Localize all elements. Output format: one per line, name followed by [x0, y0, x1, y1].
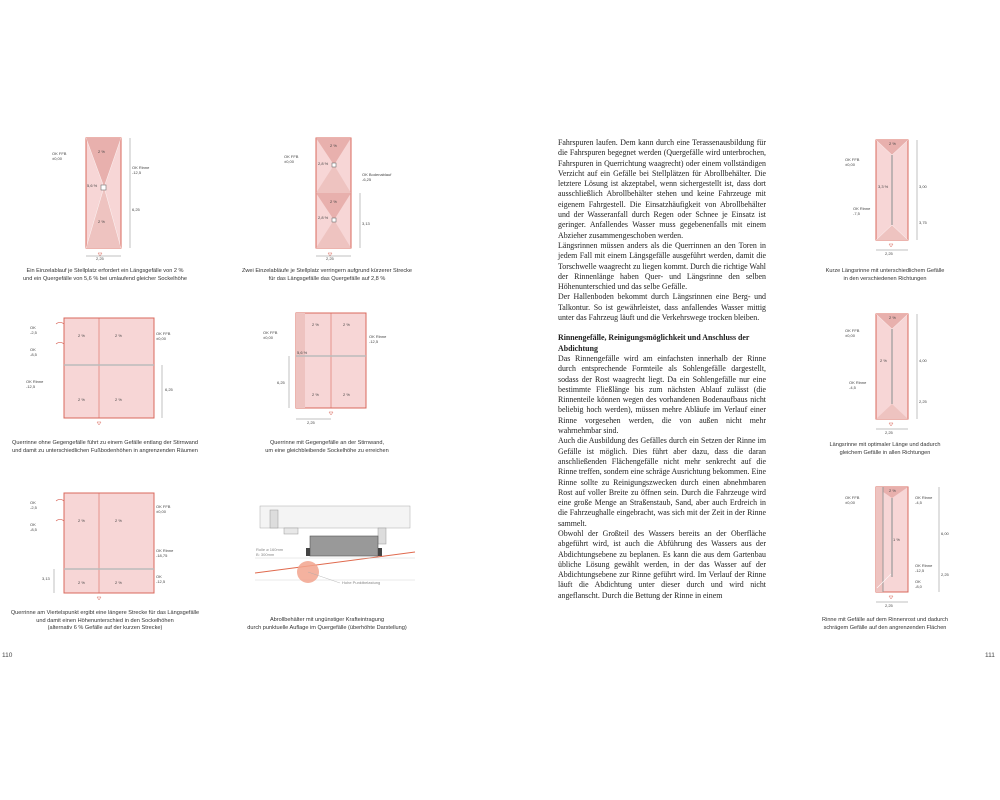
- slope-label: 2 %: [78, 333, 85, 338]
- figure-caption: Querrinne ohne Gegengefälle führt zu einem Gefälle entlang der Stirnwand und damit zu unterschiedlichen Fußbodenhöhen in angrenzenden Räumen: [12, 440, 198, 454]
- label-ok-rinne: OK Rinne -12,5: [26, 379, 44, 389]
- dimension-height: 3,00: [919, 184, 927, 189]
- slope-label: 5,6 %: [297, 350, 308, 355]
- slope-label: 1 %: [893, 537, 900, 542]
- dimension-width: 2,25: [307, 420, 315, 425]
- label-ok: OK -8,5: [30, 347, 37, 357]
- slope-label: 2 %: [343, 392, 350, 397]
- dimension-width: 2,25: [885, 430, 893, 435]
- label-ok-rinne: OK Rinne -12,5: [369, 334, 387, 344]
- label-ok-ffb: OK FFB ±0,00: [52, 151, 67, 161]
- label-ok-ffb: OK FFB ±0,00: [845, 495, 860, 505]
- slope-label: 5,6 %: [87, 183, 98, 188]
- slope-label: 2 %: [889, 141, 896, 146]
- dimension-width: 2,25: [885, 251, 893, 256]
- figure-caption: Querrinne am Viertelspunkt ergibt eine längere Strecke für das Längsgefälle und damit einen Höhenunterschied in den Sockelhöhen (alternativ 6 % Gefälle auf der kurzen Strecke): [10, 610, 200, 632]
- dimension-height: 6,00: [941, 531, 949, 536]
- body-text: [558, 138, 766, 601]
- page-number-left: 110: [2, 652, 13, 659]
- slope-label: 2 %: [115, 397, 122, 402]
- slope-label: 2,8 %: [318, 215, 329, 220]
- paragraph: Fahrspuren laufen. Dem kann durch eine Terassenausbildung für die Fahrspuren begegnet werden (Quergefälle wird unterbrochen, Fahrspuren in Querrichtung waagrecht) oder einem vollständigen Verzicht auf ein Gefälle bei Stellplätzen für Abrollbehälter. Die letztere Lösung ist akzeptabel, wenn sichergestellt ist, dass dort ausschließlich Abrollbehälter stehen und keine Fahrzeuge mit eigenem Fahrgestell. Die Einsatzhäufigkeit von Abrollbehälter und der Wasseranfall durch Regen oder Schnee je Einsatz ist geringer. Anfallendes Wasser muss gegebenenfalls mit einem Abzieher zusammengeschoben werden.: [558, 138, 766, 240]
- label-ok-ffb: OK FFB ±0,00: [845, 157, 860, 167]
- dimension-height: 6,25: [132, 207, 140, 212]
- label-ok-ffb: OK FFB ±0,00: [156, 331, 171, 341]
- figure-caption: Abrollbehälter mit ungünstiger Krafteintragung durch punktuelle Auflage im Quergefälle (überhöhte Darstellung): [247, 617, 407, 631]
- slope-label: 2 %: [312, 392, 319, 397]
- figure-kurze-laengsrinne: [825, 133, 945, 268]
- label-ok-ffb: OK FFB ±0,00: [845, 328, 860, 338]
- figure-abrollbehaelter: [250, 500, 420, 595]
- label-ok: OK -12,5: [156, 574, 166, 584]
- slope-label: 2 %: [330, 199, 337, 204]
- label-ok: OK -8,5: [30, 522, 37, 532]
- label-ok-rinne: OK Rinne -18,75: [156, 548, 174, 558]
- figure-laengsrinne-optimal: [825, 307, 945, 442]
- page-number-right: 111: [985, 652, 995, 659]
- slope-label: 2 %: [880, 358, 887, 363]
- label-ok-rinne: OK Rinne -12,5: [915, 563, 933, 573]
- figure-querrinne-ohne-gegengefaelle: [20, 310, 180, 425]
- label-ok-ffb: OK FFB ±0,00: [156, 504, 171, 514]
- label-ok: OK -2,5: [30, 325, 37, 335]
- paragraph: Obwohl der Großteil des Wassers bereits an der Oberfläche abgeführt wird, ist auch die Abführung des Wassers aus der Abdichtungsebene zu beplanen. Es kann die aus dem Gartenbau übliche Lösung gewählt werden, in der das Wasser auf der Abdichtungsebene zur Rinne geführt wird. Im Verlauf der Rinne läuft die Abdichtung unter dieser durch und wird nicht angeflanscht. Durch die Bettung der Rinne in einem: [558, 528, 766, 600]
- label-punktbelastung: Hohe Punktbelastung: [342, 580, 381, 585]
- label-rolle: Rolle ø 160mm B: 300mm: [256, 547, 284, 557]
- label-ok-bodenablauf: OK Bodenablauf -6,25: [362, 172, 392, 182]
- figure-caption: Längsrinne mit optimaler Länge und dadurch gleichem Gefälle in allen Richtungen: [829, 442, 941, 456]
- figure-querrinne-mit-gegengefaelle: [255, 305, 415, 430]
- figure-querrinne-viertelspunkt: [20, 485, 180, 600]
- figure-caption: Ein Einzelablauf je Stellplatz erfordert ein Längsgefälle von 2 % und ein Quergefälle von 5,6 % bei umlaufend gleicher Sockelhöhe: [23, 268, 187, 282]
- dimension-width: 2,25: [96, 256, 104, 261]
- dimension-height: 6,25: [277, 380, 285, 385]
- figure-rinne-gefaelle-rost: [825, 480, 965, 612]
- slope-label: 2 %: [78, 518, 85, 523]
- slope-label: 2 %: [98, 149, 105, 154]
- dimension-width: 2,25: [326, 256, 334, 261]
- dimension-height: 3,13: [42, 576, 50, 581]
- figure-einzelablauf: [40, 130, 160, 265]
- dimension-height: 6,25: [165, 387, 173, 392]
- dimension-width: 2,25: [885, 603, 893, 608]
- label-ok-ffb: OK FFB ±0,00: [263, 330, 278, 340]
- slope-label: 2 %: [889, 488, 896, 493]
- figure-caption: Querrinne mit Gegengefälle an der Stirnwand, um eine gleichbleibende Sockelhöhe zu erreichen: [265, 440, 389, 454]
- figure-zwei-einzelablaeufe: [270, 130, 390, 265]
- slope-label: 2,8 %: [318, 161, 329, 166]
- label-ok-rinne: OK Rinne -4,5: [915, 495, 933, 505]
- slope-label: 3,3 %: [878, 184, 889, 189]
- slope-label: 2 %: [98, 219, 105, 224]
- figure-caption: Rinne mit Gefälle auf dem Rinnenrost und dadurch schrägem Gefälle auf den angrenzenden Flächen: [822, 617, 948, 631]
- paragraph: Das Rinnengefälle wird am einfachsten innerhalb der Rinne durch entsprechende Formteile als Sohlengefälle dargestellt, sodass der Rost waagrecht liegt. Da ein Sohlengefälle nur eine bestimmte Fließlänge bis zum nächsten Ablauf zulässt (die Rinnenteile können wegen des vorhandenen Bodenaufbaus nicht beliebig hoch werden), müssen mehre Abläufe im Verlauf einer Rinne vorgesehen werden, die von außen nicht mehr wahrnehmbar sind.: [558, 353, 766, 436]
- slope-label: 2 %: [115, 580, 122, 585]
- slope-label: 2 %: [115, 333, 122, 338]
- slope-label: 2 %: [78, 397, 85, 402]
- figure-caption: Zwei Einzelabläufe je Stellplatz verringern aufgrund kürzerer Strecke für das Längsgefälle das Quergefälle auf 2,8 %: [241, 268, 413, 282]
- slope-label: 2 %: [312, 322, 319, 327]
- section-heading: Rinnengefälle, Reinigungsmöglichkeit und Anschluss der Abdichtung: [558, 333, 750, 353]
- slope-label: 2 %: [330, 143, 337, 148]
- label-ok-rinne: OK Rinne -7,5: [853, 206, 871, 216]
- label-ok-rinne: OK Rinne -12,5: [132, 165, 150, 175]
- slope-label: 2 %: [889, 315, 896, 320]
- paragraph: Der Hallenboden bekommt durch Längsrinnen eine Berg- und Talkontur. So ist gewährleistet, dass anfallendes Wasser mittig unter das Fahrzeug läuft und die Verkehrswege trocken bleiben.: [558, 292, 766, 323]
- slope-label: 2 %: [78, 580, 85, 585]
- paragraph: Längsrinnen müssen anders als die Querrinnen an den Toren in jedem Fall mit einem Längsgefälle ausgeführt werden, damit die Torschwelle waagrecht zu liegen kommt. Durch die richtige Wahl der Rinnenlänge haben Quer- und Längsrinne den selben Höhenunterschied und das selbe Gefälle.: [558, 240, 766, 292]
- paragraph: Auch die Ausbildung des Gefälles durch ein Setzen der Rinne im Gefälle ist möglich. Dies führt aber dazu, dass die daran anschließenden Flächengefälle nicht mehr senkrecht auf die Rinne treffen, sondern eine schräge Ausrichtung bekommen. Eine Rinne sollte zu Reinigungszwecken durch einen abnehmbaren Rost auf voller Breite zu öffnen sein. Durch die Fahrzeuge wird eine große Menge an Straßenstaub, Sand, aber auch Erdreich in die Fahrzeughalle eingebracht, was sich mit der Zeit in der Rinne sammelt.: [558, 436, 766, 528]
- label-ok: OK -8,0: [915, 579, 922, 589]
- label-ok-ffb: OK FFB ±0,00: [284, 154, 299, 164]
- figure-caption: Kurze Längsrinne mit unterschiedlichem Gefälle in den verschiedenen Richtungen: [825, 268, 945, 282]
- slope-label: 2 %: [115, 518, 122, 523]
- dimension-height: 2,25: [919, 399, 927, 404]
- label-ok-rinne: OK Rinne -4,5: [849, 380, 867, 390]
- dimension-height: 3,13: [362, 221, 370, 226]
- dimension-height: 2,25: [941, 572, 949, 577]
- dimension-height: 4,00: [919, 358, 927, 363]
- slope-label: 2 %: [343, 322, 350, 327]
- dimension-height: 3,75: [919, 220, 927, 225]
- label-ok: OK -2,5: [30, 500, 37, 510]
